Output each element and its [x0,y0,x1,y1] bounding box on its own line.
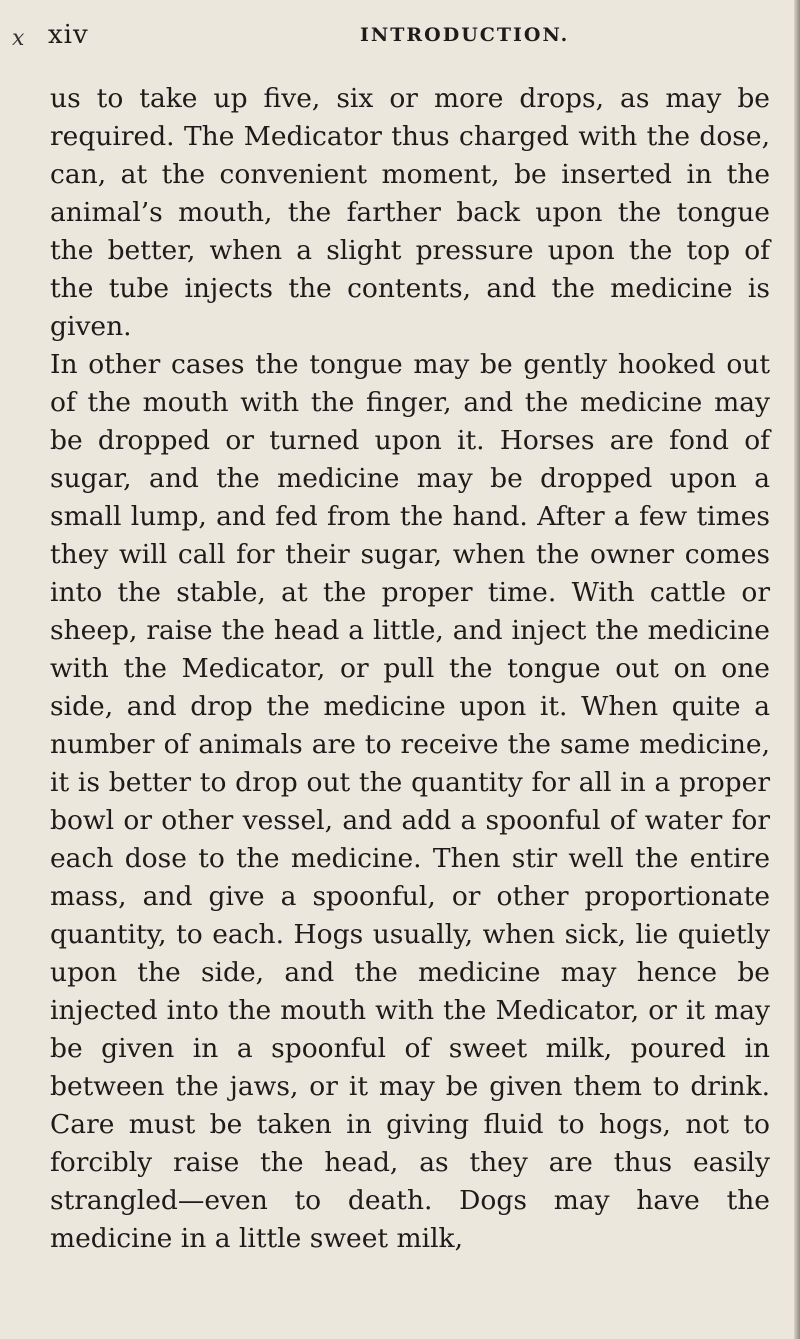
body-text [50,80,770,1258]
paragraph: In other cases the tongue may be gently hooked out of the mouth with the finger, and the medicine may be dropped or turned upon it. Horses are fond of sugar, and the medicine may be dropped upon a small lump, and fed from the hand. After a few times they will call for their sugar, when the owner comes into the stable, at the proper time. With cattle or sheep, raise the head a little, and inject the medicine with the Medicator, or pull the tongue out on one side, and drop the medicine upon it. When quite a number of animals are to receive the same medicine, it is better to drop out the quantity for all in a proper bowl or other vessel, and add a spoonful of water for each dose to the medicine. Then stir well the entire mass, and give a spoonful, or other proportionate quantity, to each. Hogs usually, when sick, lie quietly upon the side, and the medicine may hence be injected into the mouth with the Medicator, or it may be given in a spoonful of sweet milk, poured in between the jaws, or it may be given them to drink. Care must be taken in giving fluid to hogs, not to forcibly raise the head, as they are thus easily strangled—even to death. Dogs may have the medicine in a little sweet milk, [50,349,770,1254]
page-edge [794,0,800,1339]
page-number: xiv [48,20,89,50]
running-head: INTRODUCTION. [360,24,570,46]
page-header [48,14,768,54]
paragraph: us to take up five, six or more drops, as may be required. The Medicator thus charged with the dose, can, at the convenient moment, be inserted in the animal’s mouth, the farther back upon the tongue the better, when a slight pressure upon the top of the tube injects the contents, and the medicine is given. [50,83,770,342]
margin-mark: x [12,26,25,51]
